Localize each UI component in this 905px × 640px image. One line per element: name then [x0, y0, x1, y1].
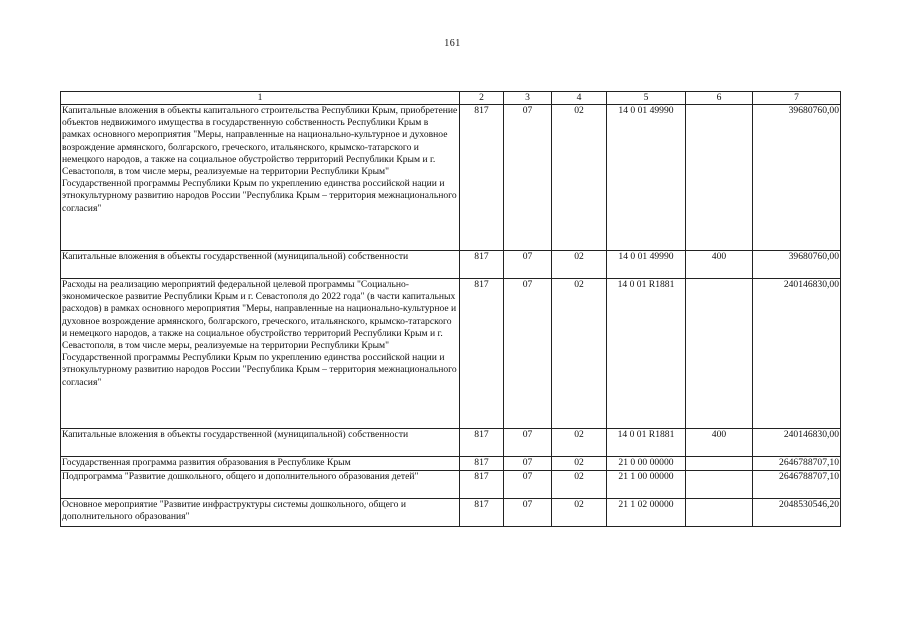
ministry-code: 817	[460, 471, 504, 499]
expense-type-code	[686, 457, 753, 471]
amount: 39680760,00	[753, 105, 841, 251]
section-code: 07	[504, 471, 552, 499]
subsection-code: 02	[552, 279, 607, 429]
amount: 2646788707,10	[753, 471, 841, 499]
column-header-4: 4	[552, 92, 607, 105]
table-header-row	[61, 92, 841, 105]
column-header-5: 5	[607, 92, 686, 105]
column-header-3: 3	[504, 92, 552, 105]
row-name: Подпрограмма "Развитие дошкольного, общего и дополнительного образования детей"	[61, 471, 460, 499]
ministry-code: 817	[460, 499, 504, 527]
column-header-7: 7	[753, 92, 841, 105]
row-name: Капитальные вложения в объекты капитального строительства Республики Крым, приобретение объектов недвижимого имущества в государственную собственность Республики Крым в рамках основного мероприятия "Меры, направленные на национально-культурное и духовное возрождение армянского, болгарского, греческого, итальянского, крымско-татарского и немецкого народов, а также на социальное обустройство территорий Республики Крым и г. Севастополя, в том числе меры, реализуемые на территории Республики Крым" Государственной программы Республики Крым по укреплению единства российской нации и этнокультурному развитию народов России "Республика Крым – территория межнационального согласия"	[61, 105, 460, 251]
expense-type-code: 400	[686, 251, 753, 279]
subsection-code: 02	[552, 429, 607, 457]
table-row	[61, 105, 841, 251]
subsection-code: 02	[552, 499, 607, 527]
subsection-code: 02	[552, 251, 607, 279]
row-name: Государственная программа развития образования в Республике Крым	[61, 457, 460, 471]
subsection-code: 02	[552, 471, 607, 499]
table-row	[61, 457, 841, 471]
expense-type-code: 400	[686, 429, 753, 457]
table-row	[61, 251, 841, 279]
target-article-code: 14 0 01 49990	[607, 251, 686, 279]
expense-type-code	[686, 471, 753, 499]
section-code: 07	[504, 429, 552, 457]
amount: 2646788707,10	[753, 457, 841, 471]
ministry-code: 817	[460, 105, 504, 251]
table-row	[61, 471, 841, 499]
row-name: Основное мероприятие "Развитие инфраструктуры системы дошкольного, общего и дополнительного образования"	[61, 499, 460, 527]
subsection-code: 02	[552, 457, 607, 471]
ministry-code: 817	[460, 251, 504, 279]
page-number: 161	[444, 38, 461, 49]
table-row	[61, 429, 841, 457]
expense-type-code	[686, 499, 753, 527]
expense-type-code	[686, 279, 753, 429]
row-name: Капитальные вложения в объекты государственной (муниципальной) собственности	[61, 429, 460, 457]
section-code: 07	[504, 279, 552, 429]
row-name: Расходы на реализацию мероприятий федеральной целевой программы "Социально-экономическое развитие Республики Крым и г. Севастополя до 2022 года" (в части капитальных расходов) в рамках основного мероприятия "Меры, направленные на национально-культурное и духовное возрождение армянского, болгарского, греческого, итальянского, крымско-татарского и немецкого народов, а также на социальное обустройство территорий Республики Крым и г. Севастополя, в том числе меры, реализуемые на территории Республики Крым" Государственной программы Республики Крым по укреплению единства российской нации и этнокультурному развитию народов России "Республика Крым – территория межнационального согласия"	[61, 279, 460, 429]
section-code: 07	[504, 105, 552, 251]
table-row	[61, 279, 841, 429]
target-article-code: 14 0 01 R1881	[607, 279, 686, 429]
amount: 240146830,00	[753, 279, 841, 429]
amount: 2048530546,20	[753, 499, 841, 527]
row-name: Капитальные вложения в объекты государственной (муниципальной) собственности	[61, 251, 460, 279]
expense-type-code	[686, 105, 753, 251]
section-code: 07	[504, 457, 552, 471]
target-article-code: 21 1 00 00000	[607, 471, 686, 499]
table-row	[61, 499, 841, 527]
ministry-code: 817	[460, 457, 504, 471]
target-article-code: 21 0 00 00000	[607, 457, 686, 471]
amount: 39680760,00	[753, 251, 841, 279]
column-header-6: 6	[686, 92, 753, 105]
column-header-1: 1	[61, 92, 460, 105]
section-code: 07	[504, 499, 552, 527]
target-article-code: 21 1 02 00000	[607, 499, 686, 527]
target-article-code: 14 0 01 R1881	[607, 429, 686, 457]
amount: 240146830,00	[753, 429, 841, 457]
budget-table	[60, 91, 841, 527]
target-article-code: 14 0 01 49990	[607, 105, 686, 251]
subsection-code: 02	[552, 105, 607, 251]
column-header-2: 2	[460, 92, 504, 105]
section-code: 07	[504, 251, 552, 279]
ministry-code: 817	[460, 279, 504, 429]
ministry-code: 817	[460, 429, 504, 457]
